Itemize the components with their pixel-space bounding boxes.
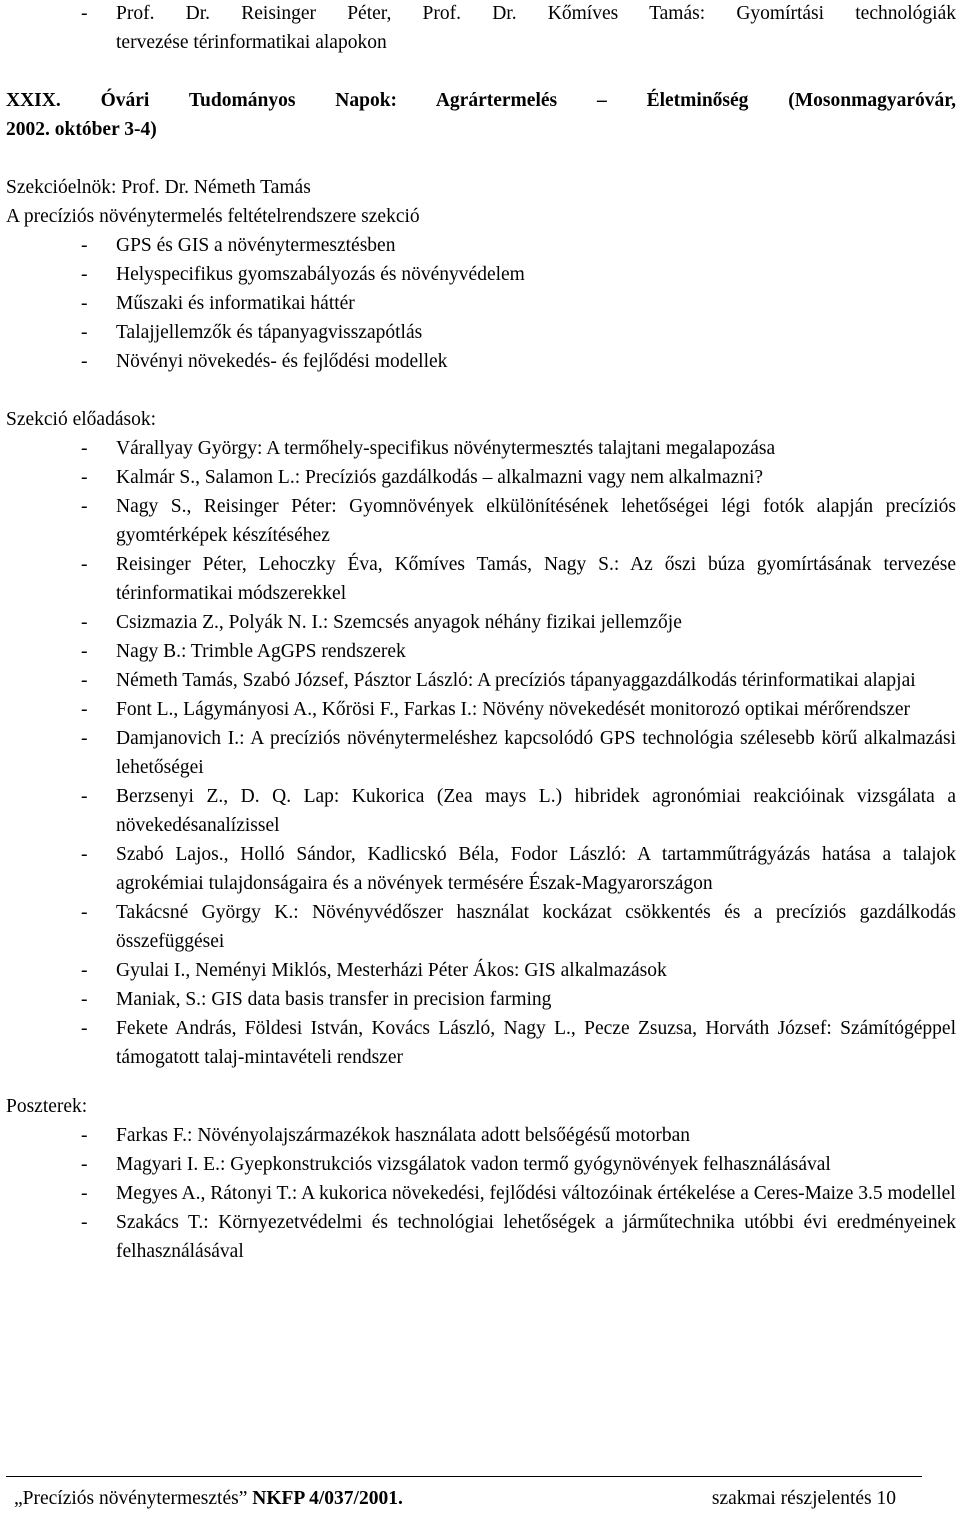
footer-project-title: „Precíziós növénytermesztés” — [14, 1488, 248, 1509]
posters-heading: Poszterek: — [6, 1096, 88, 1117]
lecture-item: - Berzsenyi Z., D. Q. Lap: Kukorica (Zea mays L.) hibridek agronómiai reakcióinak vizsgálata a növekedésanalízissel — [6, 782, 956, 840]
footer-divider — [6, 1476, 922, 1477]
list-dash: - — [81, 641, 88, 662]
list-dash: - — [81, 438, 88, 459]
topic-item: - GPS és GIS a növénytermesztésben — [6, 231, 956, 260]
lecture-item: - Nagy B.: Trimble AgGPS rendszerek — [6, 637, 956, 666]
list-dash: - — [81, 786, 88, 807]
lecture-item: - Csizmazia Z., Polyák N. I.: Szemcsés anyagok néhány fizikai jellemzője — [6, 608, 956, 637]
list-dash: - — [81, 467, 88, 488]
topic-item: - Talajjellemzők és tápanyagvisszapótlás — [6, 318, 956, 347]
list-dash: - — [81, 989, 88, 1010]
list-dash: - — [81, 1154, 88, 1175]
conference-title-line2: 2002. október 3-4) — [6, 119, 157, 140]
lecture-list — [6, 434, 956, 1072]
list-dash: - — [81, 3, 88, 24]
poster-item: - Megyes A., Rátonyi T.: A kukorica növekedési, fejlődési változóinak értékelése a Ceres-Maize 3.5 modellel — [6, 1179, 956, 1208]
list-dash: - — [81, 235, 88, 256]
section-name: A precíziós növénytermelés feltételrendszere szekció — [6, 206, 420, 227]
list-dash: - — [81, 844, 88, 865]
list-dash: - — [81, 293, 88, 314]
list-dash: - — [81, 496, 88, 517]
lecture-item: - Várallyay György: A termőhely-specifikus növénytermesztés talajtani megalapozása — [6, 434, 956, 463]
conference-title-line1: XXIX. Óvári Tudományos Napok: Agrártermelés – Életminőség (Mosonmagyaróvár, — [6, 90, 956, 111]
list-dash: - — [81, 1125, 88, 1146]
list-dash: - — [81, 960, 88, 981]
list-dash: - — [81, 264, 88, 285]
topic-item: - Helyspecifikus gyomszabályozás és növényvédelem — [6, 260, 956, 289]
lecture-item: - Reisinger Péter, Lehoczky Éva, Kőmíves Tamás, Nagy S.: Az őszi búza gyomírtásának tervezése térinformatikai módszerekkel — [6, 550, 956, 608]
lecture-item: - Gyulai I., Neményi Miklós, Mesterházi Péter Ákos: GIS alkalmazások — [6, 956, 956, 985]
section-chair: Szekcióelnök: Prof. Dr. Németh Tamás — [6, 177, 311, 198]
lecture-item: - Takácsné György K.: Növényvédőszer használat kockázat csökkentés és a precíziós gazdálkodás összefüggései — [6, 898, 956, 956]
lecture-item: - Nagy S., Reisinger Péter: Gyomnövények elkülönítésének lehetőségei légi fotók alapján precíziós gyomtérképek készítéséhez — [6, 492, 956, 550]
list-dash: - — [81, 728, 88, 749]
top-item-line1: Prof. Dr. Reisinger Péter, Prof. Dr. Kőmíves Tamás: Gyomírtási technológiák — [116, 3, 956, 24]
lecture-item: - Maniak, S.: GIS data basis transfer in precision farming — [6, 985, 956, 1014]
lecture-item: - Font L., Lágymányosi A., Kőrösi F., Farkas I.: Növény növekedését monitorozó optikai mérőrendszer — [6, 695, 956, 724]
footer-right — [712, 1486, 896, 1512]
lecture-item: - Németh Tamás, Szabó József, Pásztor László: A precíziós tápanyaggazdálkodás térinformatikai alapjai — [6, 666, 956, 695]
list-dash: - — [81, 902, 88, 923]
topic-list — [6, 231, 956, 376]
list-dash: - — [81, 351, 88, 372]
poster-list — [6, 1121, 956, 1266]
top-list-item — [6, 0, 956, 57]
lecture-item: - Fekete András, Földesi István, Kovács László, Nagy L., Pecze Zsuzsa, Horváth József: Számítógéppel támogatott talaj-mintavételi rendszer — [6, 1014, 956, 1072]
topic-item: - Növényi növekedés- és fejlődési modellek — [6, 347, 956, 376]
list-dash: - — [81, 1018, 88, 1039]
footer-project-code: NKFP 4/037/2001. — [252, 1488, 403, 1509]
list-dash: - — [81, 612, 88, 633]
list-dash: - — [81, 670, 88, 691]
lecture-item: - Damjanovich I.: A precíziós növénytermeléshez kapcsolódó GPS technológia szélesebb körű alkalmazási lehetőségei — [6, 724, 956, 782]
document-page — [6, 0, 956, 1266]
poster-item: - Magyari I. E.: Gyepkonstrukciós vizsgálatok vadon termő gyógynövények felhasználásával — [6, 1150, 956, 1179]
list-dash: - — [81, 322, 88, 343]
list-dash: - — [81, 1212, 88, 1233]
poster-item: - Farkas F.: Növényolajszármazékok használata adott belsőégésű motorban — [6, 1121, 956, 1150]
list-dash: - — [81, 554, 88, 575]
list-dash: - — [81, 1183, 88, 1204]
lecture-item: - Szabó Lajos., Holló Sándor, Kadlicskó Béla, Fodor László: A tartamműtrágyázás hatása a talajok agrokémiai tulajdonságaira és a növények termésére Észak-Magyarországon — [6, 840, 956, 898]
lecture-item: - Kalmár S., Salamon L.: Precíziós gazdálkodás – alkalmazni vagy nem alkalmazni? — [6, 463, 956, 492]
footer-left — [14, 1486, 403, 1512]
top-item-line2: tervezése térinformatikai alapokon — [116, 32, 387, 53]
lectures-heading: Szekció előadások: — [6, 409, 156, 430]
list-dash: - — [81, 699, 88, 720]
topic-item: - Műszaki és informatikai háttér — [6, 289, 956, 318]
footer-report-label: szakmai részjelentés — [711, 1488, 872, 1509]
page-number: 10 — [876, 1488, 896, 1509]
poster-item: - Szakács T.: Környezetvédelmi és technológiai lehetőségek a járműtechnika utóbbi évi eredményeinek felhasználásával — [6, 1208, 956, 1266]
